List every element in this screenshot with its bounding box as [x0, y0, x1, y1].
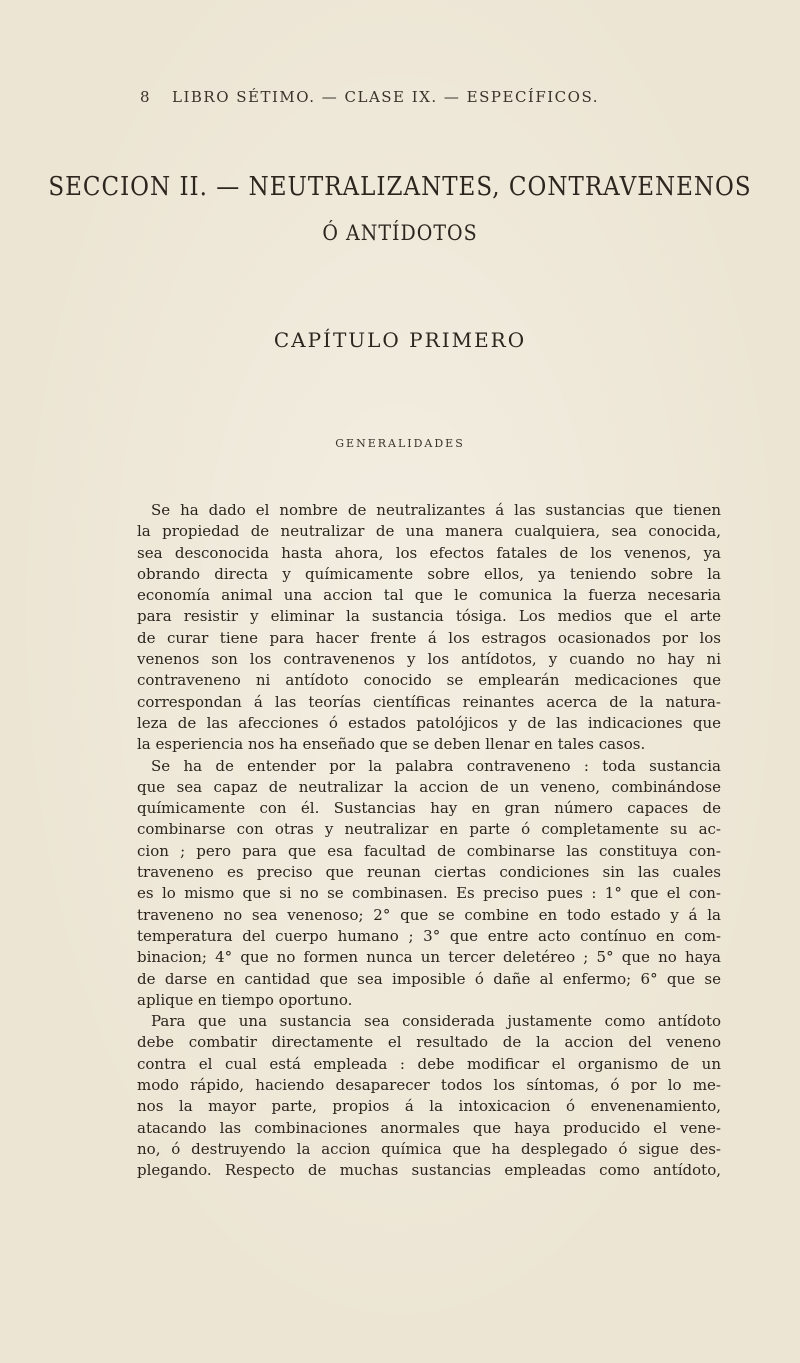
text-line: no, ó destruyendo la accion química que ha desplegado ó sigue des-: [137, 1139, 721, 1158]
text-line: venenos son los contravenenos y los antídotos, y cuando no hay ni: [137, 650, 721, 669]
text-line: binacion; 4° que no formen nunca un tercer deletéreo ; 5° que no haya: [137, 948, 721, 967]
text-line: economía animal una accion tal que le comunica la fuerza necesaria: [137, 586, 721, 605]
text-line: combinarse con otras y neutralizar en parte ó completamente su ac-: [137, 820, 721, 839]
text-line: correspondan á las teorías científicas reinantes acerca de la natura-: [137, 692, 721, 711]
text-line: leza de las afecciones ó estados patolójicos y de las indicaciones que: [137, 713, 721, 732]
text-line: de curar tiene para hacer frente á los estragos ocasionados por los: [137, 628, 721, 647]
text-line: traveneno es preciso que reunan ciertas condiciones sin las cuales: [137, 863, 721, 882]
text-line: plegando. Respecto de muchas sustancias empleadas como antídoto,: [137, 1161, 721, 1180]
text-line: la esperiencia nos ha enseñado que se deben llenar en tales casos.: [137, 735, 646, 754]
body-text: [137, 500, 721, 1182]
chapter-title: CAPÍTULO PRIMERO: [273, 328, 527, 352]
text-line: temperatura del cuerpo humano ; 3° que entre acto contínuo en com-: [137, 926, 721, 945]
text-line: sea desconocida hasta ahora, los efectos fatales de los venenos, ya: [137, 543, 721, 562]
text-line: contraveneno ni antídoto conocido se emplearán medicaciones que: [137, 671, 721, 690]
text-line: la propiedad de neutralizar de una manera cualquiera, sea conocida,: [137, 522, 721, 541]
text-line: Se ha de entender por la palabra contraveneno : toda sustancia: [151, 756, 721, 775]
text-line: debe combatir directamente el resultado de la accion del veneno: [137, 1033, 721, 1052]
text-line: Para que una sustancia sea considerada justamente como antídoto: [151, 1012, 721, 1031]
text-line: cion ; pero para que esa facultad de combinarse las constituya con-: [137, 841, 721, 860]
text-line: atacando las combinaciones anormales que haya producido el vene-: [137, 1118, 721, 1137]
text-line: Se ha dado el nombre de neutralizantes á las sustancias que tienen: [151, 501, 721, 519]
text-line: aplique en tiempo oportuno.: [137, 990, 353, 1009]
text-line: que sea capaz de neutralizar la accion de un veneno, combinándose: [137, 777, 721, 796]
text-line: contra el cual está empleada : debe modificar el organismo de un: [137, 1054, 721, 1073]
text-line: es lo mismo que si no se combinasen. Es preciso pues : 1° que el con-: [137, 884, 721, 903]
text-line: nos la mayor parte, propios á la intoxicacion ó envenenamiento,: [137, 1097, 721, 1116]
section-title: SECCION II. — NEUTRALIZANTES, CONTRAVENENOS: [48, 172, 752, 202]
text-line: traveneno no sea venenoso; 2° que se combine en todo estado y á la: [137, 905, 721, 924]
running-head-text: LIBRO SÉTIMO. — CLASE IX. — ESPECÍFICOS.: [172, 88, 599, 106]
page-number: 8: [140, 88, 152, 106]
text-line: obrando directa y químicamente sobre ellos, ya teniendo sobre la: [137, 564, 721, 583]
text-line: de darse en cantidad que sea imposible ó dañe al enfermo; 6° que se: [137, 969, 721, 988]
text-line: químicamente con él. Sustancias hay en gran número capaces de: [137, 799, 721, 818]
text-line: modo rápido, haciendo desaparecer todos los síntomas, ó por lo me-: [137, 1076, 721, 1095]
chapter-subtitle: GENERALIDADES: [335, 437, 465, 450]
text-line: para resistir y eliminar la sustancia tósiga. Los medios que el arte: [137, 607, 721, 626]
section-title-continued: Ó ANTÍDOTOS: [322, 220, 478, 246]
